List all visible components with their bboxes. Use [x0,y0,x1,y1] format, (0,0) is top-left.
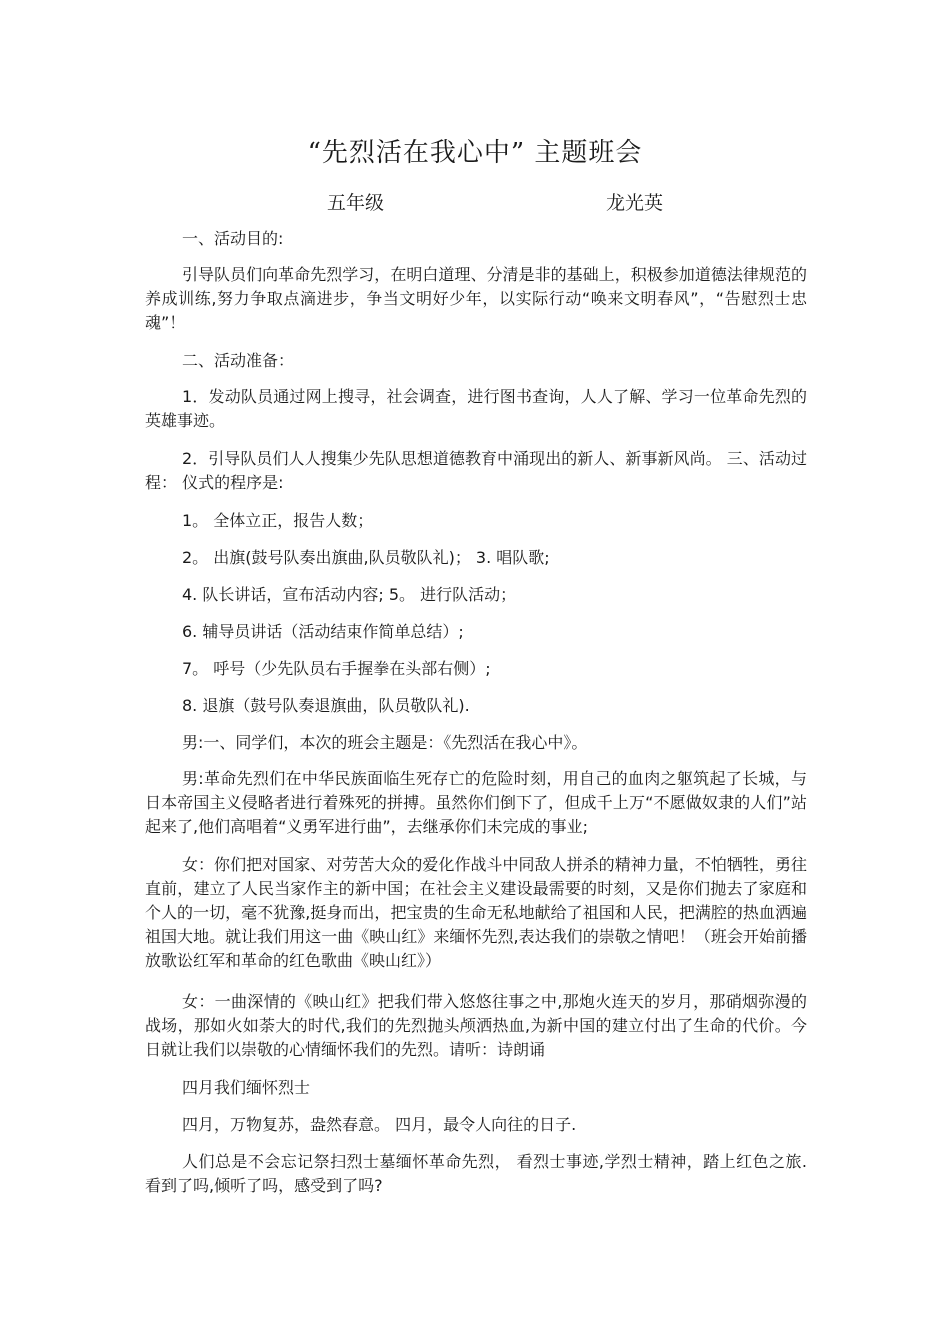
list-item-1: 1。 全体立正，报告人数； [182,511,374,530]
dialogue-male-2: 男:革命先烈们在中华民族面临生死存亡的危险时刻，用自己的血肉之躯筑起了长城，与日本帝国主义侵略者进行着殊死的拼搏。虽然你们倒下了，但成千上万“不愿做奴隶的人们”站起来了,他们高唱着“义勇军进行曲”，去继承你们未完成的事业; [145,769,807,836]
paragraph-prep-1: 1．发动队员通过网上搜寻，社会调查，进行图书查询，人人了解、学习一位革命先烈的英雄事迹。 [145,387,807,430]
poem-line-2: 人们总是不会忘记祭扫烈士墓缅怀革命先烈， 看烈士事迹,学烈士精神，踏上红色之旅. 看到了吗,倾听了吗，感受到了吗? [145,1152,807,1195]
author-name: 龙光英 [606,192,664,214]
paragraph-prep-2: 2．引导队员们人人搜集少先队思想道德教育中涌现出的新人、新事新风尚。 三、活动过程： 仪式的程序是: [145,449,807,492]
list-item-4-5: 4. 队长讲话，宣布活动内容; 5。 进行队活动； [182,585,517,604]
poem-line-1: 四月，万物复苏，盎然春意。 四月，最令人向往的日子. [182,1115,577,1134]
paragraph-purpose: 引导队员们向革命先烈学习，在明白道理、分清是非的基础上，积极参加道德法律规范的养成训练,努力争取点滴进步，争当文明好少年，以实际行动“唤来文明春风”，“告慰烈士忠魂”！ [145,265,807,332]
list-item-6: 6. 辅导员讲话（活动结束作简单总结）; [182,622,464,641]
document-title: “先烈活在我心中” 主题班会 [307,138,643,168]
list-item-2-3: 2。 出旗(鼓号队奏出旗曲,队员敬队礼)； 3. 唱队歌; [182,548,550,567]
dialogue-female-2: 女：一曲深情的《映山红》把我们带入悠悠往事之中,那炮火连天的岁月，那硝烟弥漫的战场，那如火如荼大的时代,我们的先烈抛头颅洒热血,为新中国的建立付出了生命的代价。今日就让我们以崇敬的心情缅怀我们的先烈。请听：诗朗诵 [145,992,807,1059]
grade-label: 五年级 [327,192,385,214]
dialogue-female-1: 女：你们把对国家、对劳苦大众的爱化作战斗中同敌人拼杀的精神力量，不怕牺牲，勇往直前，建立了人民当家作主的新中国；在社会主义建设最需要的时刻，又是你们抛去了家庭和个人的一切，毫不犹豫,挺身而出，把宝贵的生命无私地献给了祖国和人民，把满腔的热血洒遍祖国大地。就让我们用这一曲《映山红》来缅怀先烈,表达我们的崇敬之情吧！（班会开始前播放歌讼红军和革命的红色歌曲《映山红》） [145,855,807,970]
poem-title: 四月我们缅怀烈士 [182,1078,311,1097]
section-heading-purpose: 一、活动目的: [182,229,284,248]
section-heading-preparation: 二、活动准备： [182,351,295,370]
dialogue-male-1: 男:一、同学们，本次的班会主题是：《先烈活在我心中》。 [182,733,588,752]
list-item-8: 8. 退旗（鼓号队奏退旗曲，队员敬队礼). [182,696,470,715]
list-item-7: 7。 呼号（少先队员右手握拳在头部右侧）; [182,659,491,678]
